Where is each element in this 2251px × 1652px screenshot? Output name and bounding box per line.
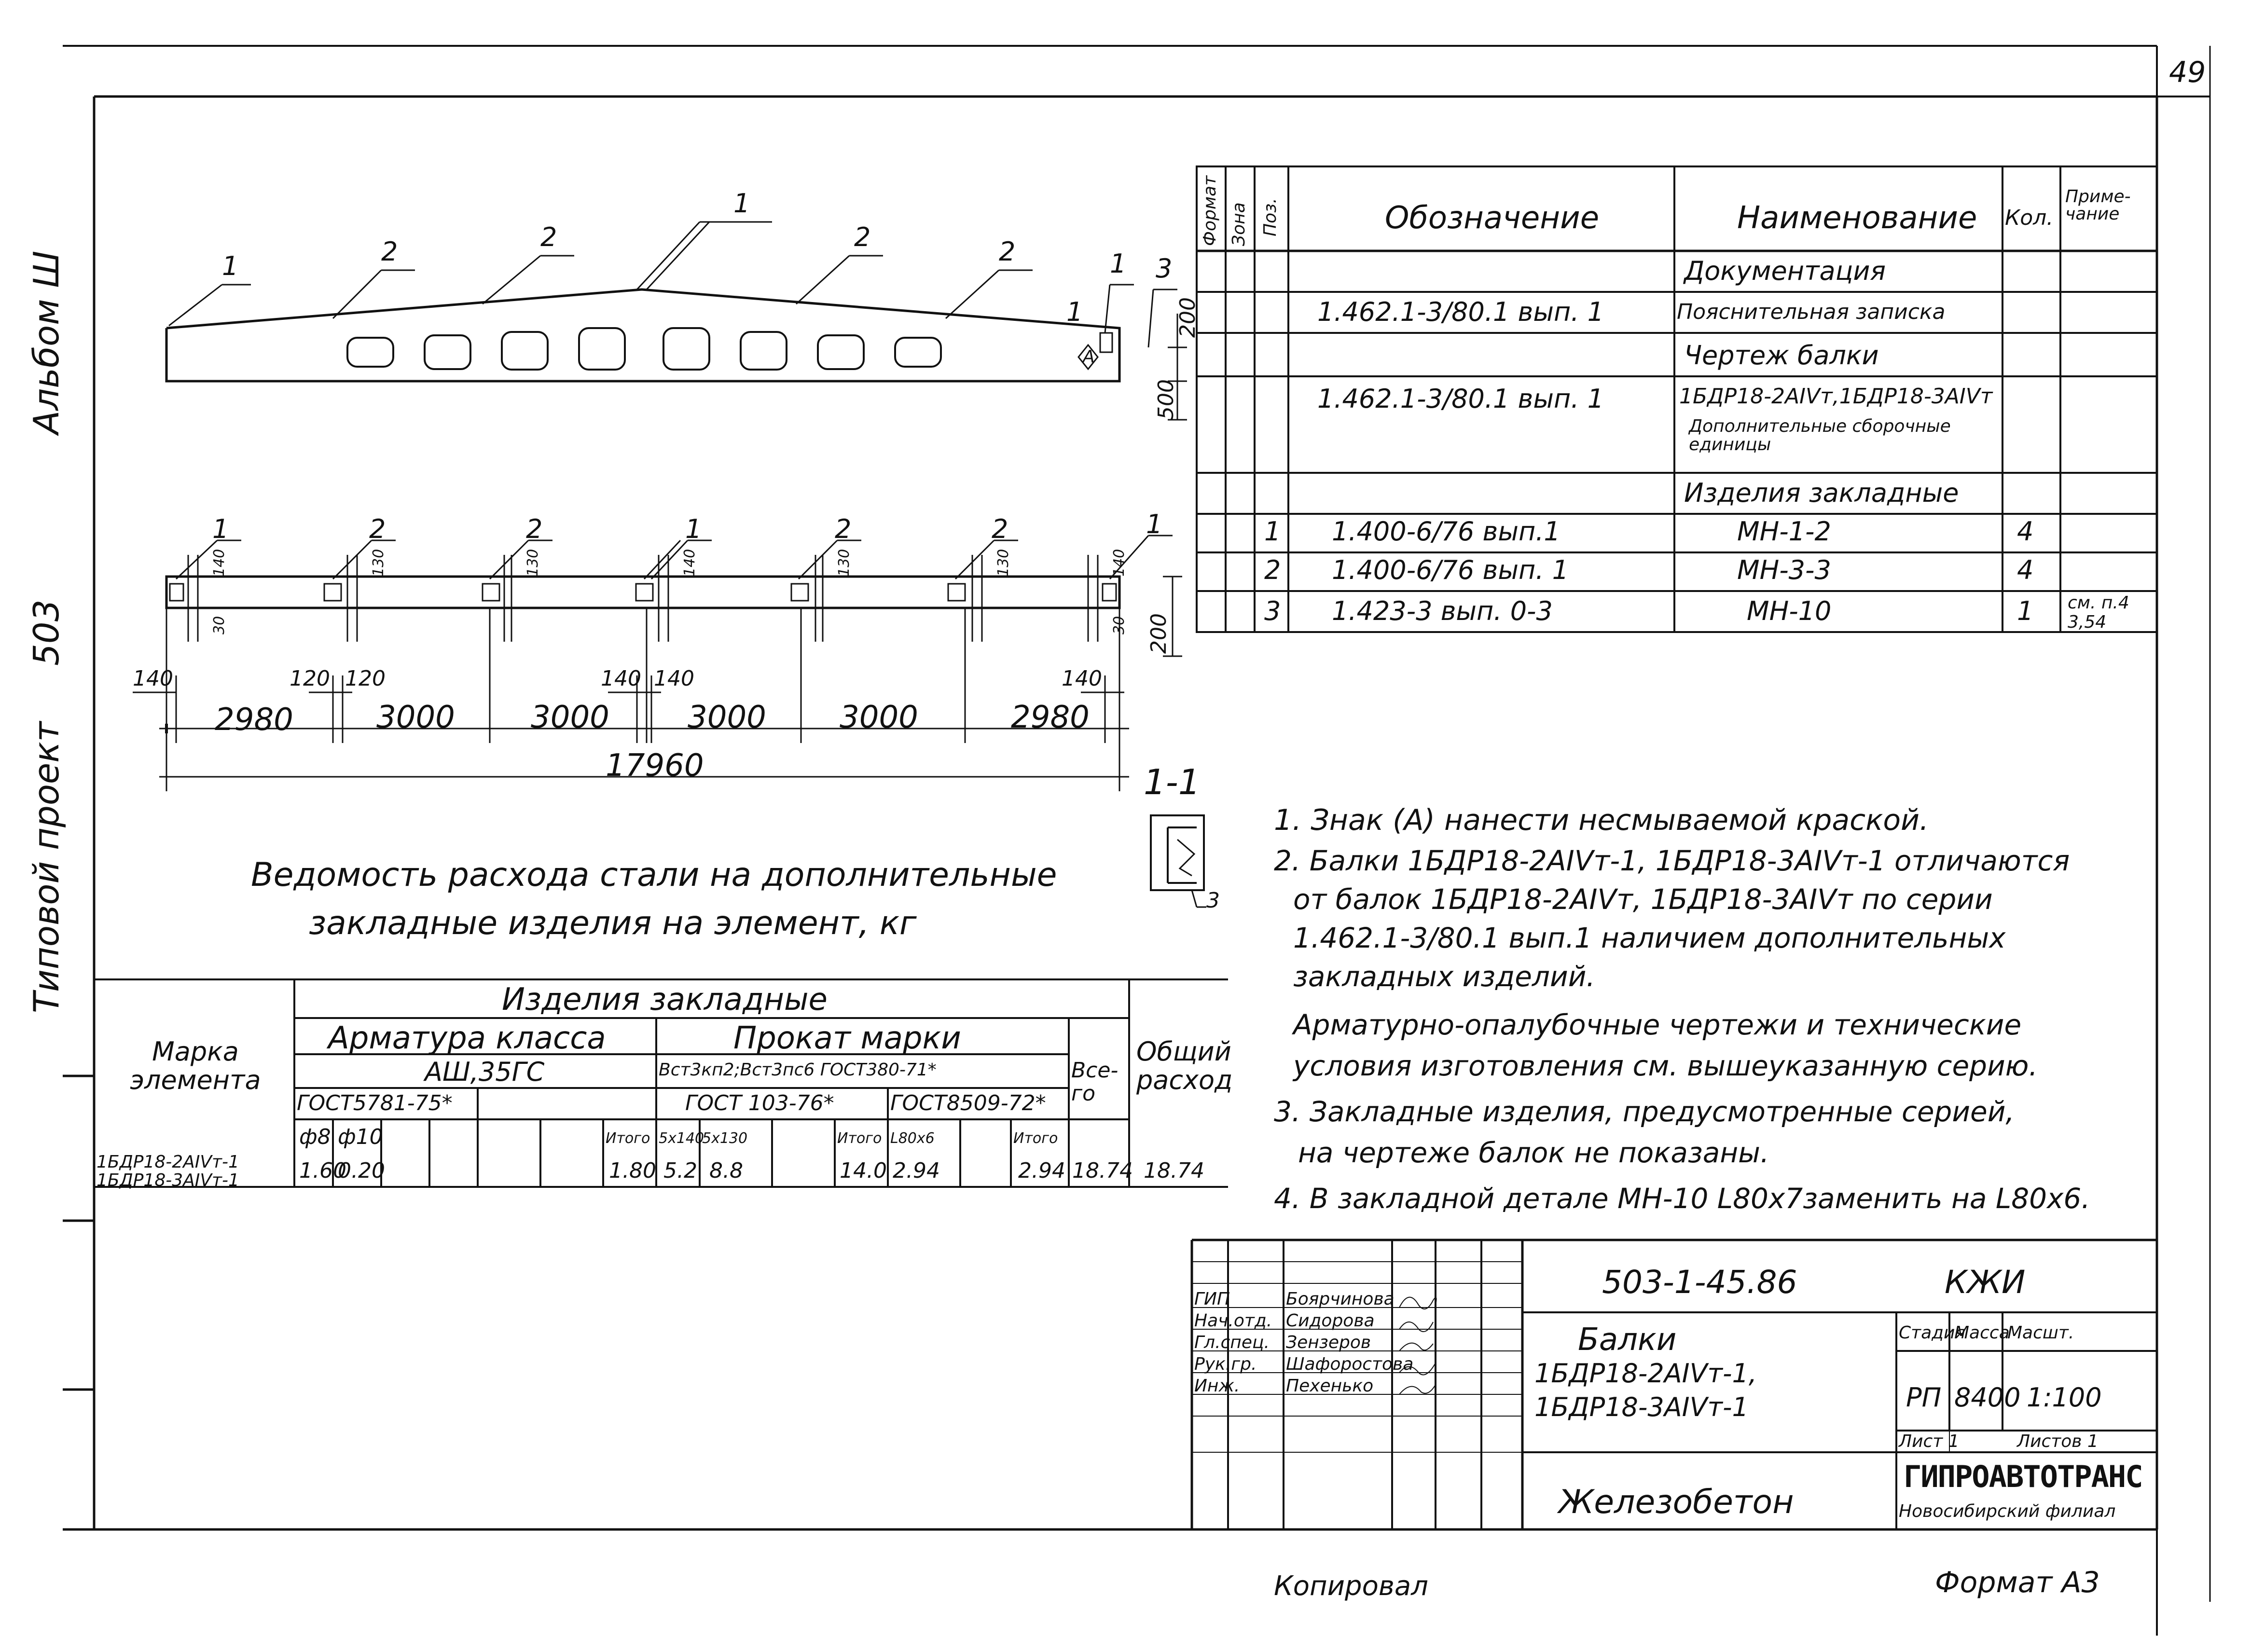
plan-callout: 2 (526, 514, 543, 544)
elev-dim: 200 (1175, 297, 1200, 338)
person-name: Боярчинова (1286, 1289, 1395, 1309)
steel-row-value: 8.8 (709, 1158, 743, 1183)
steel-h-rebar: Арматура класса (328, 1020, 606, 1056)
plan-small-dim: 30 (1111, 616, 1128, 634)
elev-callout: 2 (999, 236, 1016, 267)
page-number: 49 (2169, 55, 2206, 89)
note-line: Арматурно-опалубочные чертежи и технические (1293, 1008, 2022, 1041)
steel-h-mark: Марка элемента (130, 1036, 261, 1096)
steel-subcol: Итого (1013, 1130, 1058, 1147)
steel-row-value: 2.94 (1018, 1158, 1065, 1183)
plan-span: 2980 (215, 702, 293, 738)
spec-row-name: МН-1-2 (1737, 516, 1831, 547)
steel-row-value: 0.20 (338, 1158, 385, 1183)
note-line: от балок 1БДР18-2АIVт, 1БДР18-3АIVт по серии (1293, 883, 1993, 916)
spec-h-zone: Зона (1229, 202, 1249, 246)
project-number-label: 503 (26, 599, 67, 666)
steel-row-general: 18.74 (1144, 1158, 1204, 1183)
plan-offset: 140 (601, 666, 641, 691)
section-callout: 3 (1206, 888, 1220, 913)
plan-span: 3000 (688, 700, 766, 735)
steel-h-rebar-class: АШ,35ГС (425, 1057, 545, 1087)
plan-small-dim: 130 (525, 549, 541, 577)
steel-row-total: 18.74 (1072, 1158, 1133, 1183)
plan-small-dim: 140 (211, 549, 228, 577)
steel-row-value: 1.80 (609, 1158, 656, 1183)
steel-h-total-all: Все-го (1071, 1058, 1119, 1106)
mass-value: 8400 (1954, 1382, 2021, 1413)
note-line: 3. Закладные изделия, предусмотренные серией, (1274, 1095, 2015, 1128)
spec-row-name2: Дополнительные сборочные единицы (1689, 416, 1951, 454)
h-mass: Масса (1954, 1323, 2010, 1343)
plan-small-dim: 140 (1111, 549, 1128, 577)
steel-subcol: 5x130 (702, 1130, 748, 1147)
h-scale: Масшт. (2007, 1323, 2074, 1343)
person-name: Пехенько (1286, 1376, 1374, 1396)
spec-row-name: Пояснительная записка (1677, 300, 1946, 324)
steel-subcol: Итого (606, 1130, 650, 1147)
elev-callout: 3 (1156, 253, 1173, 284)
spec-row-name: МН-10 (1747, 596, 1832, 626)
steel-h-total-use: Общий расход (1136, 1036, 1233, 1096)
section-1-1 (1151, 815, 1206, 907)
spec-h-designation: Обозначение (1385, 200, 1600, 236)
elev-callout: 2 (854, 222, 871, 252)
plan-callout: 2 (835, 514, 852, 544)
spec-h-pos: Поз. (1260, 198, 1280, 236)
footer-format: Формат А3 (1935, 1566, 2100, 1599)
spec-row-designation: 1.462.1-3/80.1 вып. 1 (1317, 297, 1604, 327)
steel-subcol: L80x6 (890, 1130, 935, 1147)
note-line: 2. Балки 1БДР18-2АIVт-1, 1БДР18-3АIVт-1 отличаются (1274, 844, 2070, 877)
material-label: Железобетон (1559, 1483, 1794, 1521)
role-label: ГИП (1194, 1289, 1230, 1309)
stage-value: РП (1906, 1382, 1942, 1413)
plan-span: 3000 (531, 700, 609, 735)
spec-row-designation: 1.400-6/76 вып.1 (1332, 516, 1561, 547)
spec-row-pos: 2 (1264, 555, 1281, 585)
h-stage: Стадия (1899, 1323, 1966, 1343)
spec-row-name: Изделия закладные (1684, 478, 1959, 508)
beam-elevation (166, 222, 1187, 420)
plan-span: 3000 (376, 700, 455, 735)
elev-callout: 2 (540, 222, 557, 252)
steel-h-rolled: Прокат марки (733, 1020, 961, 1056)
role-label: Рук.гр. (1194, 1354, 1257, 1374)
person-name: Шафоростова (1286, 1354, 1414, 1374)
spec-h-note: Приме-чание (2065, 187, 2131, 224)
steel-subcol: Итого (837, 1130, 882, 1147)
steel-h-gost-103: ГОСТ 103-76* (685, 1091, 834, 1115)
album-label: Альбом Ш (26, 250, 67, 434)
spec-row-name: Документация (1684, 256, 1886, 286)
spec-row-qty: 4 (2017, 555, 2034, 585)
spec-row-qty: 4 (2017, 516, 2034, 547)
spec-row-name: Чертеж балки (1684, 340, 1879, 371)
note-line: на чертеже балок не показаны. (1298, 1136, 1769, 1169)
plan-total: 17960 (606, 748, 704, 784)
elev-callout: 1 (1110, 248, 1127, 279)
note-line: 4. В закладной детале МН-10 L80x7заменить на L80x6. (1274, 1182, 2090, 1215)
spec-row-designation: 1.462.1-3/80.1 вып. 1 (1317, 384, 1604, 414)
elev-callout: 2 (381, 236, 398, 267)
role-label: Нач.отд. (1194, 1311, 1272, 1331)
spec-row-name: 1БДР18-2АIVт,1БДР18-3АIVт (1679, 384, 1993, 409)
project-type-label: Типовой проект (26, 721, 67, 1013)
plan-callout: 2 (992, 514, 1008, 544)
scale-value: 1:100 (2027, 1382, 2102, 1413)
spec-row-qty: 1 (2017, 596, 2034, 626)
mark-symbol: A (1083, 347, 1095, 367)
spec-row-name: МН-3-3 (1737, 555, 1831, 585)
steel-row-mark: 1БДР18-2АIVт-1 1БДР18-3АIVт-1 (97, 1152, 239, 1190)
sheets-label: Листов 1 (2017, 1432, 2099, 1451)
note-line: условия изготовления см. вышеуказанную серию. (1293, 1049, 2038, 1082)
steel-title-line1: Ведомость расхода стали на дополнительные (251, 856, 1057, 894)
steel-row-value: 14.0 (840, 1158, 887, 1183)
spec-h-format: Формат (1200, 175, 1220, 246)
spec-h-qty: Кол. (2005, 206, 2054, 230)
sheet-label: Лист 1 (1899, 1432, 1960, 1451)
elev-callout: 1 (733, 188, 750, 219)
title-line3: 1БДР18-3АIVт-1 (1534, 1392, 1749, 1422)
steel-subcol: ф8 (299, 1125, 331, 1149)
steel-row-value: 2.94 (893, 1158, 940, 1183)
person-name: Зензеров (1286, 1333, 1371, 1352)
steel-subcol: 5x140 (659, 1130, 704, 1147)
elev-callout: 1 (222, 251, 239, 281)
spec-h-name: Наименование (1737, 200, 1977, 236)
plan-span: 2980 (1011, 700, 1090, 735)
spec-row-pos: 1 (1264, 516, 1281, 547)
plan-span: 3000 (840, 700, 918, 735)
plan-offset: 120 (290, 666, 330, 691)
plan-callout: 2 (369, 514, 386, 544)
org-name: ГИПРОАВТОТРАНС (1904, 1459, 2142, 1494)
doc-type: КЖИ (1945, 1264, 2026, 1301)
steel-h-gost-rebar: ГОСТ5781-75* (297, 1091, 453, 1115)
doc-code: 503-1-45.86 (1602, 1264, 1797, 1301)
person-name: Сидорова (1286, 1311, 1375, 1331)
spec-row-note: см. п.4 3,54 (2068, 593, 2129, 632)
steel-subcol: ф10 (338, 1125, 383, 1149)
steel-h-gost-8509: ГОСТ8509-72* (890, 1091, 1046, 1115)
plan-small-dim: 140 (681, 549, 698, 577)
steel-row-value: 1.60 (299, 1158, 346, 1183)
note-line: 1.462.1-3/80.1 вып.1 наличием дополнительных (1293, 922, 2006, 954)
section-label: 1-1 (1144, 762, 1201, 802)
plan-offset: 140 (133, 666, 173, 691)
note-line: закладных изделий. (1293, 960, 1595, 993)
plan-small-dim: 130 (370, 549, 387, 577)
plan-small-dim: 130 (836, 549, 853, 577)
plan-offset: 140 (1062, 666, 1102, 691)
steel-h-embedded: Изделия закладные (502, 982, 828, 1018)
plan-callout: 1 (1146, 509, 1163, 539)
plan-small-dim: 130 (995, 549, 1012, 577)
spec-row-pos: 3 (1264, 596, 1281, 626)
title-line1: Балки (1578, 1322, 1677, 1358)
plan-callout: 1 (685, 514, 702, 544)
steel-title-line2: закладные изделия на элемент, кг (309, 904, 917, 942)
plan-small-dim: 30 (211, 616, 228, 634)
spec-row-designation: 1.400-6/76 вып. 1 (1332, 555, 1569, 585)
note-line: 1. Знак (А) нанести несмываемой краской. (1274, 803, 1929, 837)
elev-dim: 500 (1154, 379, 1178, 420)
steel-row-value: 5.2 (663, 1158, 697, 1183)
role-label: Инж. (1194, 1376, 1240, 1396)
steel-h-rolled-grade: Вст3кп2;Вст3пс6 ГОСТ380-71* (659, 1060, 937, 1080)
org-branch: Новосибирский филиал (1899, 1501, 2116, 1521)
footer-copied: Копировал (1274, 1570, 1428, 1602)
spec-row-designation: 1.423-3 вып. 0-3 (1332, 596, 1553, 626)
role-label: Гл.спец. (1194, 1333, 1270, 1352)
plan-dim-200: 200 (1146, 613, 1171, 654)
plan-offset: 140 (654, 666, 694, 691)
plan-offset: 120 (345, 666, 386, 691)
plan-callout: 1 (212, 514, 229, 544)
elev-side-callout: 1 (1066, 297, 1083, 327)
title-line2: 1БДР18-2АIVт-1, (1534, 1358, 1757, 1389)
